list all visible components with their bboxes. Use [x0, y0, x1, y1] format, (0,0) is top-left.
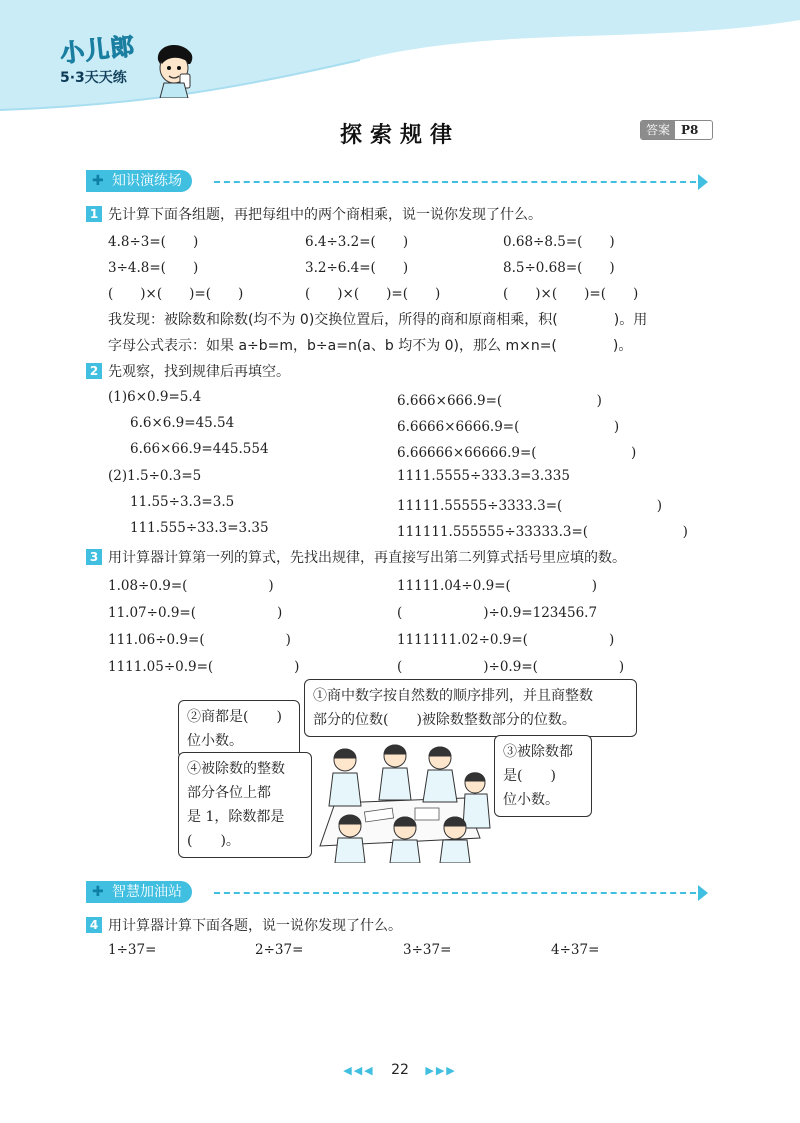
hint-text: ④被除数的整数	[187, 761, 285, 777]
equation: 4.8÷3=( )	[108, 234, 199, 250]
equation[interactable]: 11111.04÷0.9=( )	[397, 578, 598, 594]
equation[interactable]: 1111111.02÷0.9=( )	[397, 632, 615, 648]
product-blank[interactable]: ( )×( )=( )	[305, 286, 441, 302]
section-title: 智慧加油站	[112, 884, 182, 900]
product-blank[interactable]: ( )×( )=( )	[108, 286, 244, 302]
plus-icon: ✚	[92, 884, 104, 900]
hint-text: ③被除数都	[503, 744, 573, 760]
hint-text: 是 1，除数都是	[187, 809, 285, 825]
equation[interactable]: 6.6666×6666.9=( )	[397, 419, 620, 435]
question-number: 1	[86, 206, 102, 222]
equation: 6.6×6.9=45.54	[130, 415, 235, 431]
students-discussion-illustration	[305, 728, 495, 863]
arrow-icon	[698, 174, 708, 190]
brand-name: 小儿郎	[59, 32, 137, 68]
equation[interactable]: 3÷37=	[403, 942, 452, 958]
equation[interactable]: 111111.555555÷33333.3=( )	[397, 524, 688, 540]
hint-bubble-4	[178, 752, 312, 858]
dashed-divider	[214, 892, 696, 894]
hint-text: ②商都是( )	[187, 709, 282, 725]
hint-bubble-2	[178, 700, 300, 758]
series-name: 5·3天天练	[60, 70, 127, 86]
hint-bubble-3	[494, 735, 592, 817]
equation[interactable]: 1111.05÷0.9=( )	[108, 659, 300, 675]
equation[interactable]: ( )÷0.9=( )	[397, 659, 625, 675]
question-number: 3	[86, 549, 102, 565]
equation: 6.66×66.9=445.554	[130, 441, 269, 457]
plus-icon: ✚	[92, 173, 104, 189]
section-tag	[86, 170, 192, 192]
hint-text: 位小数。	[503, 792, 559, 808]
question-text: 用计算器计算第一列的算式，先找出规律，再直接写出第二列算式括号里应填的数。	[108, 550, 626, 566]
page-footer	[0, 1062, 800, 1078]
equation: (2)1.5÷0.3=5	[108, 468, 202, 484]
left-arrows-icon: ◀◀◀	[343, 1064, 375, 1077]
equation: 3÷4.8=( )	[108, 260, 199, 276]
equation: 8.5÷0.68=( )	[503, 260, 615, 276]
equation[interactable]: 4÷37=	[551, 942, 600, 958]
equation: 0.68÷8.5=( )	[503, 234, 615, 250]
equation[interactable]: 2÷37=	[255, 942, 304, 958]
hint-text: 部分各位上都	[187, 785, 271, 801]
brand-logo	[60, 30, 135, 87]
hint-text: ( )。	[187, 833, 240, 849]
answer-reference	[640, 120, 713, 140]
hint-text: 部分的位数( )被除数整数部分的位数。	[313, 712, 576, 728]
question-text: 用计算器计算下面各题，说一说你发现了什么。	[108, 918, 402, 934]
arrow-icon	[698, 885, 708, 901]
page-title: 探索规律	[339, 123, 460, 148]
equation[interactable]: 1÷37=	[108, 942, 157, 958]
finding-text: 我发现：被除数和除数(均不为 0)交换位置后，所得的商和原商相乘，积( )。用	[108, 312, 648, 328]
answer-page: P8	[681, 123, 699, 137]
question-number: 4	[86, 917, 102, 933]
question-number: 2	[86, 363, 102, 379]
equation: 11.55÷3.3=3.5	[130, 494, 235, 510]
section-banner-practice	[86, 170, 716, 194]
product-blank[interactable]: ( )×( )=( )	[503, 286, 639, 302]
equation[interactable]: 11111.55555÷3333.3=( )	[397, 498, 663, 514]
equation: 111.555÷33.3=3.35	[130, 520, 269, 536]
equation[interactable]: ( )÷0.9=123456.7	[397, 605, 598, 621]
finding-text: 字母公式表示：如果 a÷b=m，b÷a=n(a、b 均不为 0)，那么 m×n=( )。	[108, 338, 633, 354]
question-text: 先观察，找到规律后再填空。	[108, 364, 290, 380]
equation: 1111.5555÷333.3=3.335	[397, 468, 570, 484]
equation[interactable]: 6.666×666.9=( )	[397, 393, 602, 409]
equation: (1)6×0.9=5.4	[108, 389, 202, 405]
equation[interactable]: 1.08÷0.9=( )	[108, 578, 274, 594]
equation[interactable]: 11.07÷0.9=( )	[108, 605, 283, 621]
mascot-icon	[150, 38, 198, 98]
equation: 6.4÷3.2=( )	[305, 234, 409, 250]
section-title: 知识演练场	[112, 173, 182, 189]
hint-text: 是( )	[503, 768, 556, 784]
question-text: 先计算下面各组题，再把每组中的两个商相乘，说一说你发现了什么。	[108, 207, 542, 223]
equation[interactable]: 6.66666×66666.9=( )	[397, 445, 637, 461]
dashed-divider	[214, 181, 696, 183]
section-banner-challenge	[86, 881, 716, 905]
answer-label: 答案	[641, 121, 675, 139]
equation: 3.2÷6.4=( )	[305, 260, 409, 276]
right-arrows-icon: ▶▶▶	[425, 1064, 457, 1077]
equation[interactable]: 111.06÷0.9=( )	[108, 632, 291, 648]
page-number: 22	[391, 1062, 409, 1078]
section-tag	[86, 881, 192, 903]
hint-text: ①商中数字按自然数的顺序排列，并且商整数	[313, 688, 593, 704]
hint-text: 位小数。	[187, 733, 243, 749]
